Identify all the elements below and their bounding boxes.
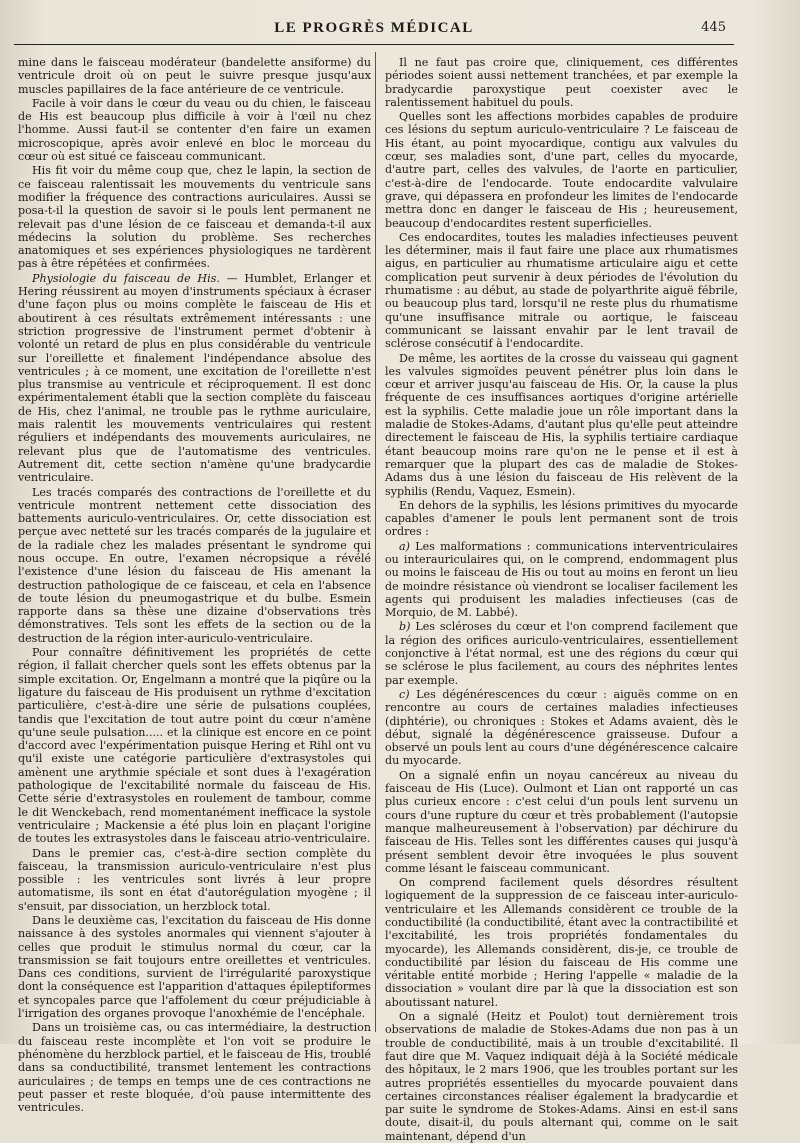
paragraph-text: De même, les aortites de la crosse du vaisseau qui gagnent les valvules sigmoïdes peuvent pénétrer plus loin dans le cœur et arriver jusqu'au faisceau de His. Or, la cause la plus fréquente de ces insuffisances aortiques d'origine artérielle est la syphilis. Cette maladie joue un rôle important dans la maladie de Stokes-Adams, d'autant plus qu'elle peut atteindre directement le faisceau de His, la syphilis tertiaire cardiaque étant beaucoup moins rare qu'on ne le pense et il est à remarquer que la plupart des cas de maladie de Stokes-Adams dus à une lésion du faisceau de His relèvent de la syphilis (Rendu, Vaquez, Esmein).	[385, 351, 738, 498]
paragraph	[385, 1010, 738, 1143]
paragraph-text: On a signalé enfin un noyau cancéreux au niveau du faisceau de His (Luce). Oulmont et Lian ont rapporté un cas plus curieux encore : c'est celui d'un pouls lent survenu un cours d'une rupture du cœur et très probablement (l'autopsie manque malheureusement à l'observation) par déchirure du faisceau de His. Telles sont les différentes causes qui jusqu'à présent semblent devoir être invoquées le plus souvent comme lésant le faisceau communicant.	[385, 768, 738, 875]
right-column	[385, 56, 739, 1143]
paragraph	[385, 620, 738, 686]
paragraph-lead: a)	[399, 539, 410, 553]
paragraph-text: En dehors de la syphilis, les lésions primitives du myocarde capables d'amener le pouls lent permanent sont de trois ordres :	[385, 498, 738, 539]
paragraph-text: Les malformations : communications interventriculaires ou interauriculaires qui, on le comprend, endommagent plus ou moins le faisceau de His ou tout au moins en feront un lieu de moindre résistance où viendront se localiser facilement les agents qui produisent les maladies infectieuses (cas de Morquio, de M. Labbé).	[385, 539, 739, 620]
paragraph-text: Les tracés comparés des contractions de l'oreillette et du ventricule montrent nettement cette dissociation des battements auriculo-ventriculaires. Or, cette dissociation est perçue avec netteté sur les tracés comparés de la jugulaire et de la radiale chez les malades présentant le syndrome qui nous occupe. En outre, l'examen nécropsique a révélé l'existence d'une lésion du faisceau de His amenant la destruction pathologique de ce faisceau, et cela en l'absence de toute lésion du pneumogastrique et du bulbe. Esmein rapporte dans sa thèse une dizaine d'observations très démonstratives. Tels sont les effets de la section ou de la destruction de la région inter-auriculo-ventriculaire.	[18, 485, 371, 645]
paragraph-text: Dans le deuxième cas, l'excitation du faisceau de His donne naissance à des systoles anormales qui viennent s'ajouter à celles que produit le stimulus normal du cœur, car la transmission se fait toujours entre oreillettes et ventricules. Dans ces conditions, survient de l'irrégularité paroxystique dont la conséquence est l'apparition d'attaques épileptiformes et syncopales parce que l'affolement du cœur préjudiciable à l'irrigation des organes provoque l'anoxhémie de l'encéphale.	[18, 914, 371, 1021]
paragraph	[18, 164, 371, 270]
paragraph-text: Dans un troisième cas, ou cas intermédiaire, la destruction du faisceau reste incomplète et l'on voit se produire le phénomène du herzblock partiel, et le faisceau de His, troublé dans sa conductibilité, transmet lentement les contractions auriculaires ; de temps en temps une de ces contractions ne peut passer et reste bloquée, d'où pause intermittente des ventricules.	[18, 1021, 371, 1115]
paragraph-text: Facile à voir dans le cœur du veau ou du chien, le faisceau de His est beaucoup plus difficile à voir à l'œil nu chez l'homme. Aussi faut-il se contenter d'en faire un examen microscopique, après avoir enlevé en bloc le morceau du cœur où est situé ce faisceau communicant.	[18, 96, 371, 164]
paragraph-text: Quelles sont les affections morbides capables de produire ces lésions du septum auriculo-ventriculaire ? Le faisceau de His étant, au point myocardique, contigu aux valvules du cœur, ses maladies sont, d'une part, celles du myocarde, d'autre part, celles des valvules, de l'aorte en particulier, c'est-à-dire de l'endocarde. Toute endocardite valvulaire grave, qui dépassera en profondeur les limites de l'endocarde mettra donc en danger le faisceau de His ; heureusement, beaucoup d'endocardites restent superficielles.	[385, 110, 738, 230]
paragraph-text: Il ne faut pas croire que, cliniquement, ces différentes périodes soient aussi nettement tranchées, et par exemple la bradycardie paroxystique peut coexister avec le ralentissement habituel du pouls.	[385, 56, 738, 109]
paragraph-text: On comprend facilement quels désordres résultent logiquement de la suppression de ce faisceau inter-auriculo-ventriculaire et les Allemands considèrent ce trouble de la conductibilité (la conductibilité, étant avec la contractibilité et l'excitabilité, les trois propriétés fondamentales du myocarde), les Allemands considèrent, dis-je, ce trouble de conductibilité par lésion du faisceau de His comme une véritable entité morbide ; Hering l'appelle « maladie de la dissociation » voulant dire par là que la dissociation est son aboutissant naturel.	[385, 876, 738, 1009]
paragraph	[18, 914, 371, 1020]
paragraph	[385, 56, 738, 109]
paragraph-lead: c)	[399, 687, 410, 701]
paragraph	[18, 272, 371, 485]
paragraph-text: — Humblet, Erlanger et Hering réussirent au moyen d'instruments spéciaux à écraser d'une façon plus ou moins complète le faisceau de His et aboutirent à ces résultats extrêmement intéressants : une striction progressive de l'instrument permet d'obtenir à volonté un retard de plus en plus considérable du ventricule sur l'oreillette et finalement l'indépendance absolue des ventricules ; à ce moment, une excitation de l'oreillette n'est plus transmise au ventricule et réciproquement. Il est donc expérimentalement établi que la section complète du faisceau de His, chez l'animal, ne trouble pas le rythme auriculaire, mais ralentit les mouvements ventriculaires qui restent réguliers et indépendants des mouvements auriculaires, ne relevant plus que de l'automatisme des ventricules. Autrement dit, cette section n'amène qu'une bradycardie ventriculaire.	[18, 271, 371, 485]
paragraph	[385, 499, 738, 539]
journal-title: LE PROGRÈS MÉDICAL	[274, 20, 474, 36]
paragraph-text: Les dégénérescences du cœur : aiguës comme on en rencontre au cours de certaines maladies infectieuses (diphtérie), ou chroniques : Stokes et Adams avaient, dès le début, signalé la dégénérescence graisseuse. Dufour a observé un pouls lent au cours d'une dégénérescence calcaire du myocarde.	[385, 687, 739, 768]
paragraph	[385, 688, 738, 768]
left-column	[18, 56, 371, 1115]
paragraph	[18, 847, 371, 913]
paragraph-text: Dans le premier cas, c'est-à-dire section complète du faisceau, la transmission auriculo-ventriculaire n'est plus possible : les ventricules sont livrés à leur propre automatisme, ils sont en état d'autorégulation myogène ; il s'ensuit, par dissociation, un herzblock total.	[18, 846, 371, 913]
column-separator	[375, 52, 376, 1032]
header-rule	[14, 44, 734, 45]
paragraph-text: On a signalé (Heitz et Poulot) tout dernièrement trois observations de maladie de Stokes-Adams due non pas à un trouble de conductibilité, mais à un trouble d'excitabilité. Il faut dire que M. Vaquez indiquait déjà à la Société médicale des hôpitaux, le 2 mars 1906, que les troubles portant sur les autres propriétés essentielles du myocarde pouvaient dans certaines circonstances réaliser également la bradycardie et par suite le syndrome de Stokes-Adams. Ainsi en est-il sans doute, disait-il, du pouls alternant qui, comme on le sait maintenant, dépend d'un	[385, 1010, 738, 1143]
paragraph	[385, 769, 738, 875]
paragraph-text: Les scléroses du cœur et l'on comprend facilement que la région des orifices auriculo-ventriculaires, essentiellement conjonctive à l'état normal, est une des régions du cœur qui se sclérose le plus facilement, au cours des néphrites lentes par exemple.	[385, 620, 738, 687]
paragraph	[385, 876, 738, 1009]
paragraph-lead: b)	[399, 620, 411, 634]
paragraph	[385, 110, 738, 230]
paragraph	[18, 646, 371, 845]
paragraph	[18, 56, 371, 96]
paragraph-text: His fit voir du même coup que, chez le lapin, la section de ce faisceau ralentissait les mouvements du ventricule sans modifier la fréquence des contractions auriculaires. Aussi se posa-t-il la question de savoir si le pouls lent permanent ne relevait pas d'une lésion de ce faisceau et demanda-t-il aux médecins la solution du problème. Ses recherches anatomiques et ses expériences physiologiques ne tardèrent pas à être répétées et confirmées.	[18, 164, 371, 271]
paragraph	[18, 1021, 371, 1114]
running-header	[14, 18, 734, 40]
paragraph-text: mine dans le faisceau modérateur (bandelette ansiforme) du ventricule droit où on peut le suivre presque jusqu'aux muscles papillaires de la face antérieure de ce ventricule.	[18, 56, 371, 96]
paragraph-text: Ces endocardites, toutes les maladies infectieuses peuvent les déterminer, mais il faut faire une place aux rhumatismes aigus, en particulier au rhumatisme articulaire aigu et cette complication peut survenir à deux périodes de l'évolution du rhumatisme : au début, au stade de polyarthrite aiguë fébrile, ou beaucoup plus tard, lorsqu'il ne reste plus du rhumatisme qu'une insuffisance mitrale ou aortique, le faisceau communicant se laissant envahir par le lent travail de sclérose consécutif à l'endocardite.	[385, 230, 738, 351]
paragraph-lead: Physiologie du faisceau de His.	[32, 271, 220, 285]
paragraph	[385, 540, 738, 620]
paragraph	[18, 97, 371, 163]
paragraph-text: Pour connaître définitivement les propriétés de cette région, il fallait chercher quels sont les effets obtenus par la simple excitation. Or, Engelmann a montré que la piqûre ou la ligature du faisceau de His produisent un rythme d'excitation particulière, c'est-à-dire une série de pulsations couplées, tandis que l'excitation de tout autre point du cœur n'amène qu'une seule pulsation..... et la clinique est encore en ce point d'accord avec l'expérimentation puisque Hering et Rihl ont vu qu'il existe une catégorie particulière d'extrasystoles qui amènent une arythmie spéciale et sont dues à l'exagération pathologique de l'excitabilité normale du faisceau de His. Cette série d'extrasystoles en roulement de tambour, comme le dit Wenckebach, rend momentanément inefficace la systole ventriculaire ; Mackensie a été plus loin en plaçant l'origine de toutes les extrasystoles dans le faisceau atrio-ventriculaire.	[18, 646, 371, 846]
paragraph	[18, 486, 371, 646]
page-number: 445	[701, 20, 726, 35]
paragraph	[385, 352, 738, 498]
paragraph	[385, 231, 738, 351]
